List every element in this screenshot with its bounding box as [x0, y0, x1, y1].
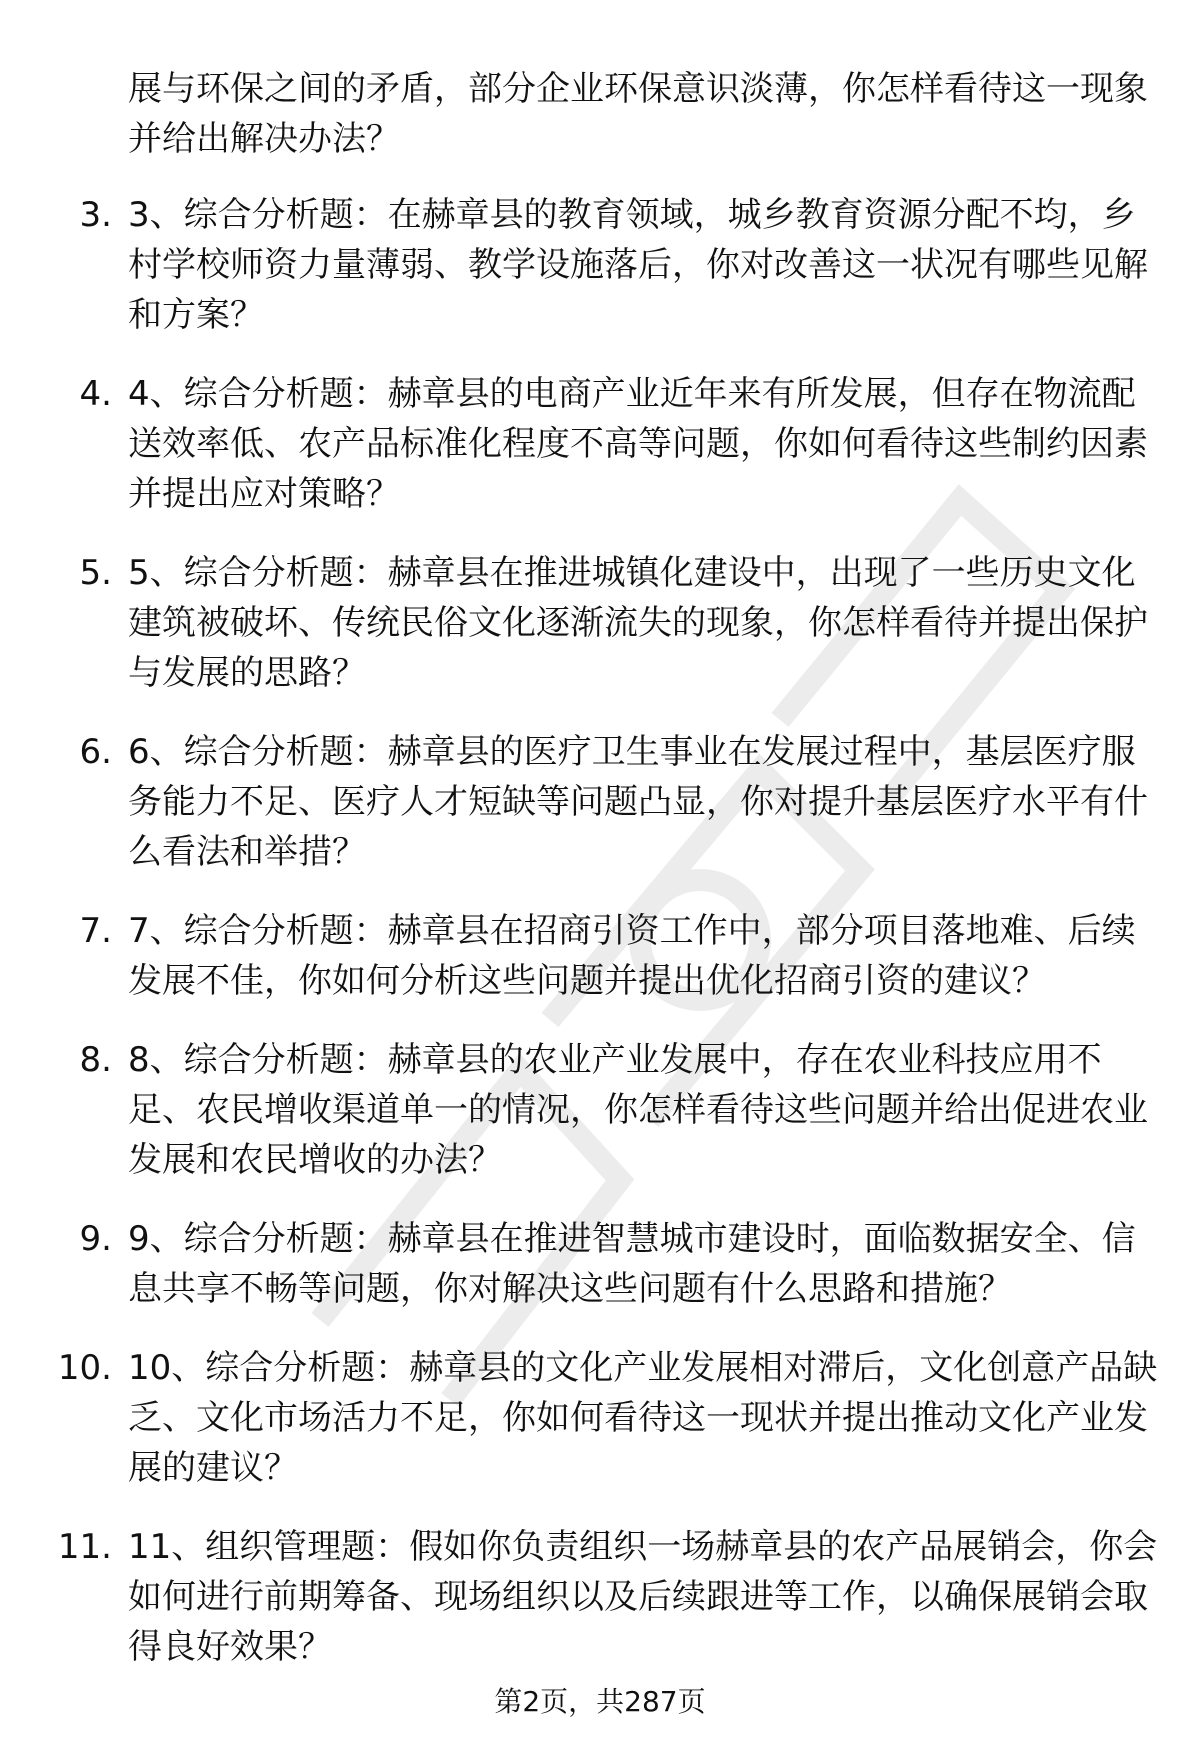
list-item: [0, 548, 1160, 698]
list-item-text: 4、综合分析题：赫章县的电商产业近年来有所发展，但存在物流配送效率低、农产品标准化程度不高等问题，你如何看待这些制约因素并提出应对策略？: [128, 374, 1148, 514]
question-list: [0, 190, 1200, 1701]
list-item-text: 6、综合分析题：赫章县的医疗卫生事业在发展过程中，基层医疗服务能力不足、医疗人才短缺等问题凸显，你对提升基层医疗水平有什么看法和举措？: [128, 732, 1148, 872]
list-item-text: 10、综合分析题：赫章县的文化产业发展相对滞后，文化创意产品缺乏、文化市场活力不足，你如何看待这一现状并提出推动文化产业发展的建议？: [128, 1348, 1158, 1488]
list-item: [0, 1035, 1160, 1185]
list-item-number: 7.: [79, 911, 112, 951]
previous-question-continuation: 展与环保之间的矛盾，部分企业环保意识淡薄，你怎样看待这一现象并给出解决办法？: [128, 69, 1148, 159]
list-item-number: 4.: [79, 374, 112, 414]
list-item: [0, 906, 1160, 1006]
list-item-number: 10.: [57, 1348, 112, 1388]
list-item-text: 5、综合分析题：赫章县在推进城镇化建设中，出现了一些历史文化建筑被破坏、传统民俗文化逐渐流失的现象，你怎样看待并提出保护与发展的思路？: [128, 553, 1148, 693]
list-item-number: 9.: [79, 1219, 112, 1259]
list-item: [0, 1343, 1160, 1493]
list-item-text: 3、综合分析题：在赫章县的教育领域，城乡教育资源分配不均，乡村学校师资力量薄弱、教学设施落后，你对改善这一状况有哪些见解和方案？: [128, 195, 1148, 335]
list-item: [0, 190, 1160, 340]
list-item-number: 3.: [79, 195, 112, 235]
list-item-number: 6.: [79, 732, 112, 772]
list-item-number: 11.: [57, 1527, 112, 1567]
list-item: [0, 369, 1160, 519]
list-item-text: 7、综合分析题：赫章县在招商引资工作中，部分项目落地难、后续发展不佳，你如何分析这些问题并提出优化招商引资的建议？: [128, 911, 1136, 1001]
list-item-number: 5.: [79, 553, 112, 593]
list-item-text: 8、综合分析题：赫章县的农业产业发展中，存在农业科技应用不足、农民增收渠道单一的情况，你怎样看待这些问题并给出促进农业发展和农民增收的办法？: [128, 1040, 1148, 1180]
list-item-text: 9、综合分析题：赫章县在推进智慧城市建设时，面临数据安全、信息共享不畅等问题，你对解决这些问题有什么思路和措施？: [128, 1219, 1136, 1309]
list-item: [0, 1214, 1160, 1314]
list-item: [0, 1522, 1160, 1672]
page-footer: 第2页，共287页: [494, 1685, 706, 1718]
list-item-text: 11、组织管理题：假如你负责组织一场赫章县的农产品展销会，你会如何进行前期筹备、现场组织以及后续跟进等工作，以确保展销会取得良好效果？: [128, 1527, 1158, 1667]
list-item-number: 8.: [79, 1040, 112, 1080]
list-item: [0, 727, 1160, 877]
